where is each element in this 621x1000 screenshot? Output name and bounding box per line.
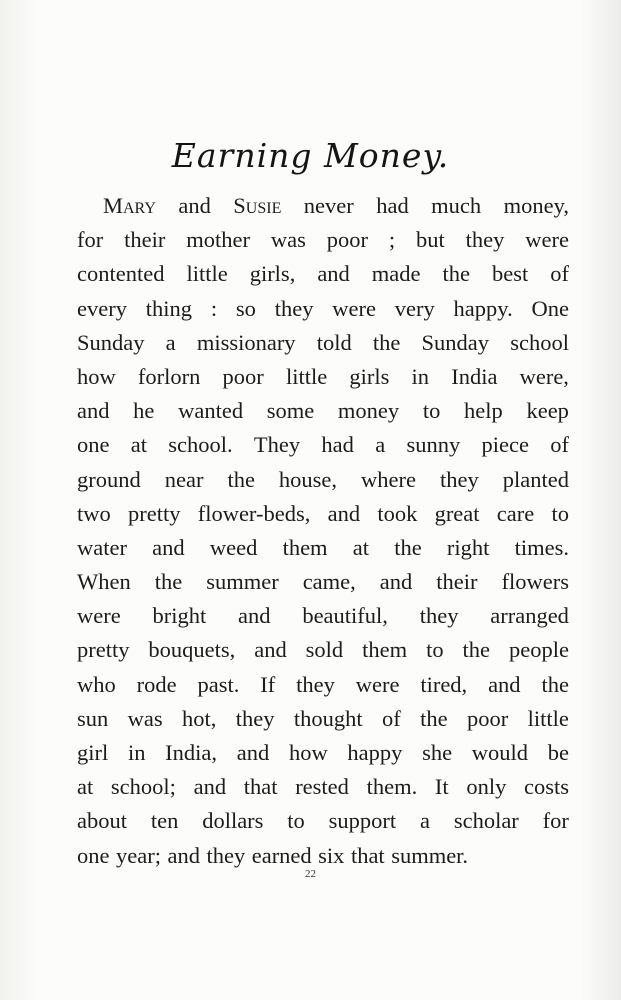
text-line: contented little girls, and made the best of — [77, 261, 569, 287]
text-line: Mary and Susie never had much money, — [103, 193, 569, 218]
text-line: Sunday a missionary told the Sunday school — [77, 329, 569, 355]
page-number: 22 — [305, 868, 316, 880]
text-line: every thing : so they were very happy. One — [77, 295, 569, 321]
text-line: ground near the house, where they planted — [77, 466, 569, 492]
text-line: for their mother was poor ; but they were — [77, 227, 569, 253]
text-line: girl in India, and how happy she would be — [77, 740, 569, 765]
body-text — [77, 189, 569, 873]
text-line: When the summer came, and their flowers — [77, 569, 569, 595]
text-line: sun was hot, they thought of the poor little — [77, 705, 569, 731]
text-line: one at school. They had a sunny piece of — [77, 432, 569, 458]
text-line: at school; and that rested them. It only costs — [77, 774, 569, 800]
text-line: two pretty flower-beds, and took great care to — [77, 500, 569, 526]
text-line: were bright and beautiful, they arranged — [77, 603, 569, 629]
text-line: one year; and they earned six that summer. — [77, 842, 469, 868]
text-line: pretty bouquets, and sold them to the people — [77, 637, 569, 663]
page-title: Earning Money. — [171, 136, 450, 175]
text-line: water and weed them at the right times. — [77, 534, 569, 560]
text-line: who rode past. If they were tired, and the — [77, 671, 569, 697]
text-line: about ten dollars to support a scholar for — [77, 808, 569, 834]
text-line: and he wanted some money to help keep — [77, 398, 569, 424]
text-line: how forlorn poor little girls in India were, — [77, 363, 569, 389]
